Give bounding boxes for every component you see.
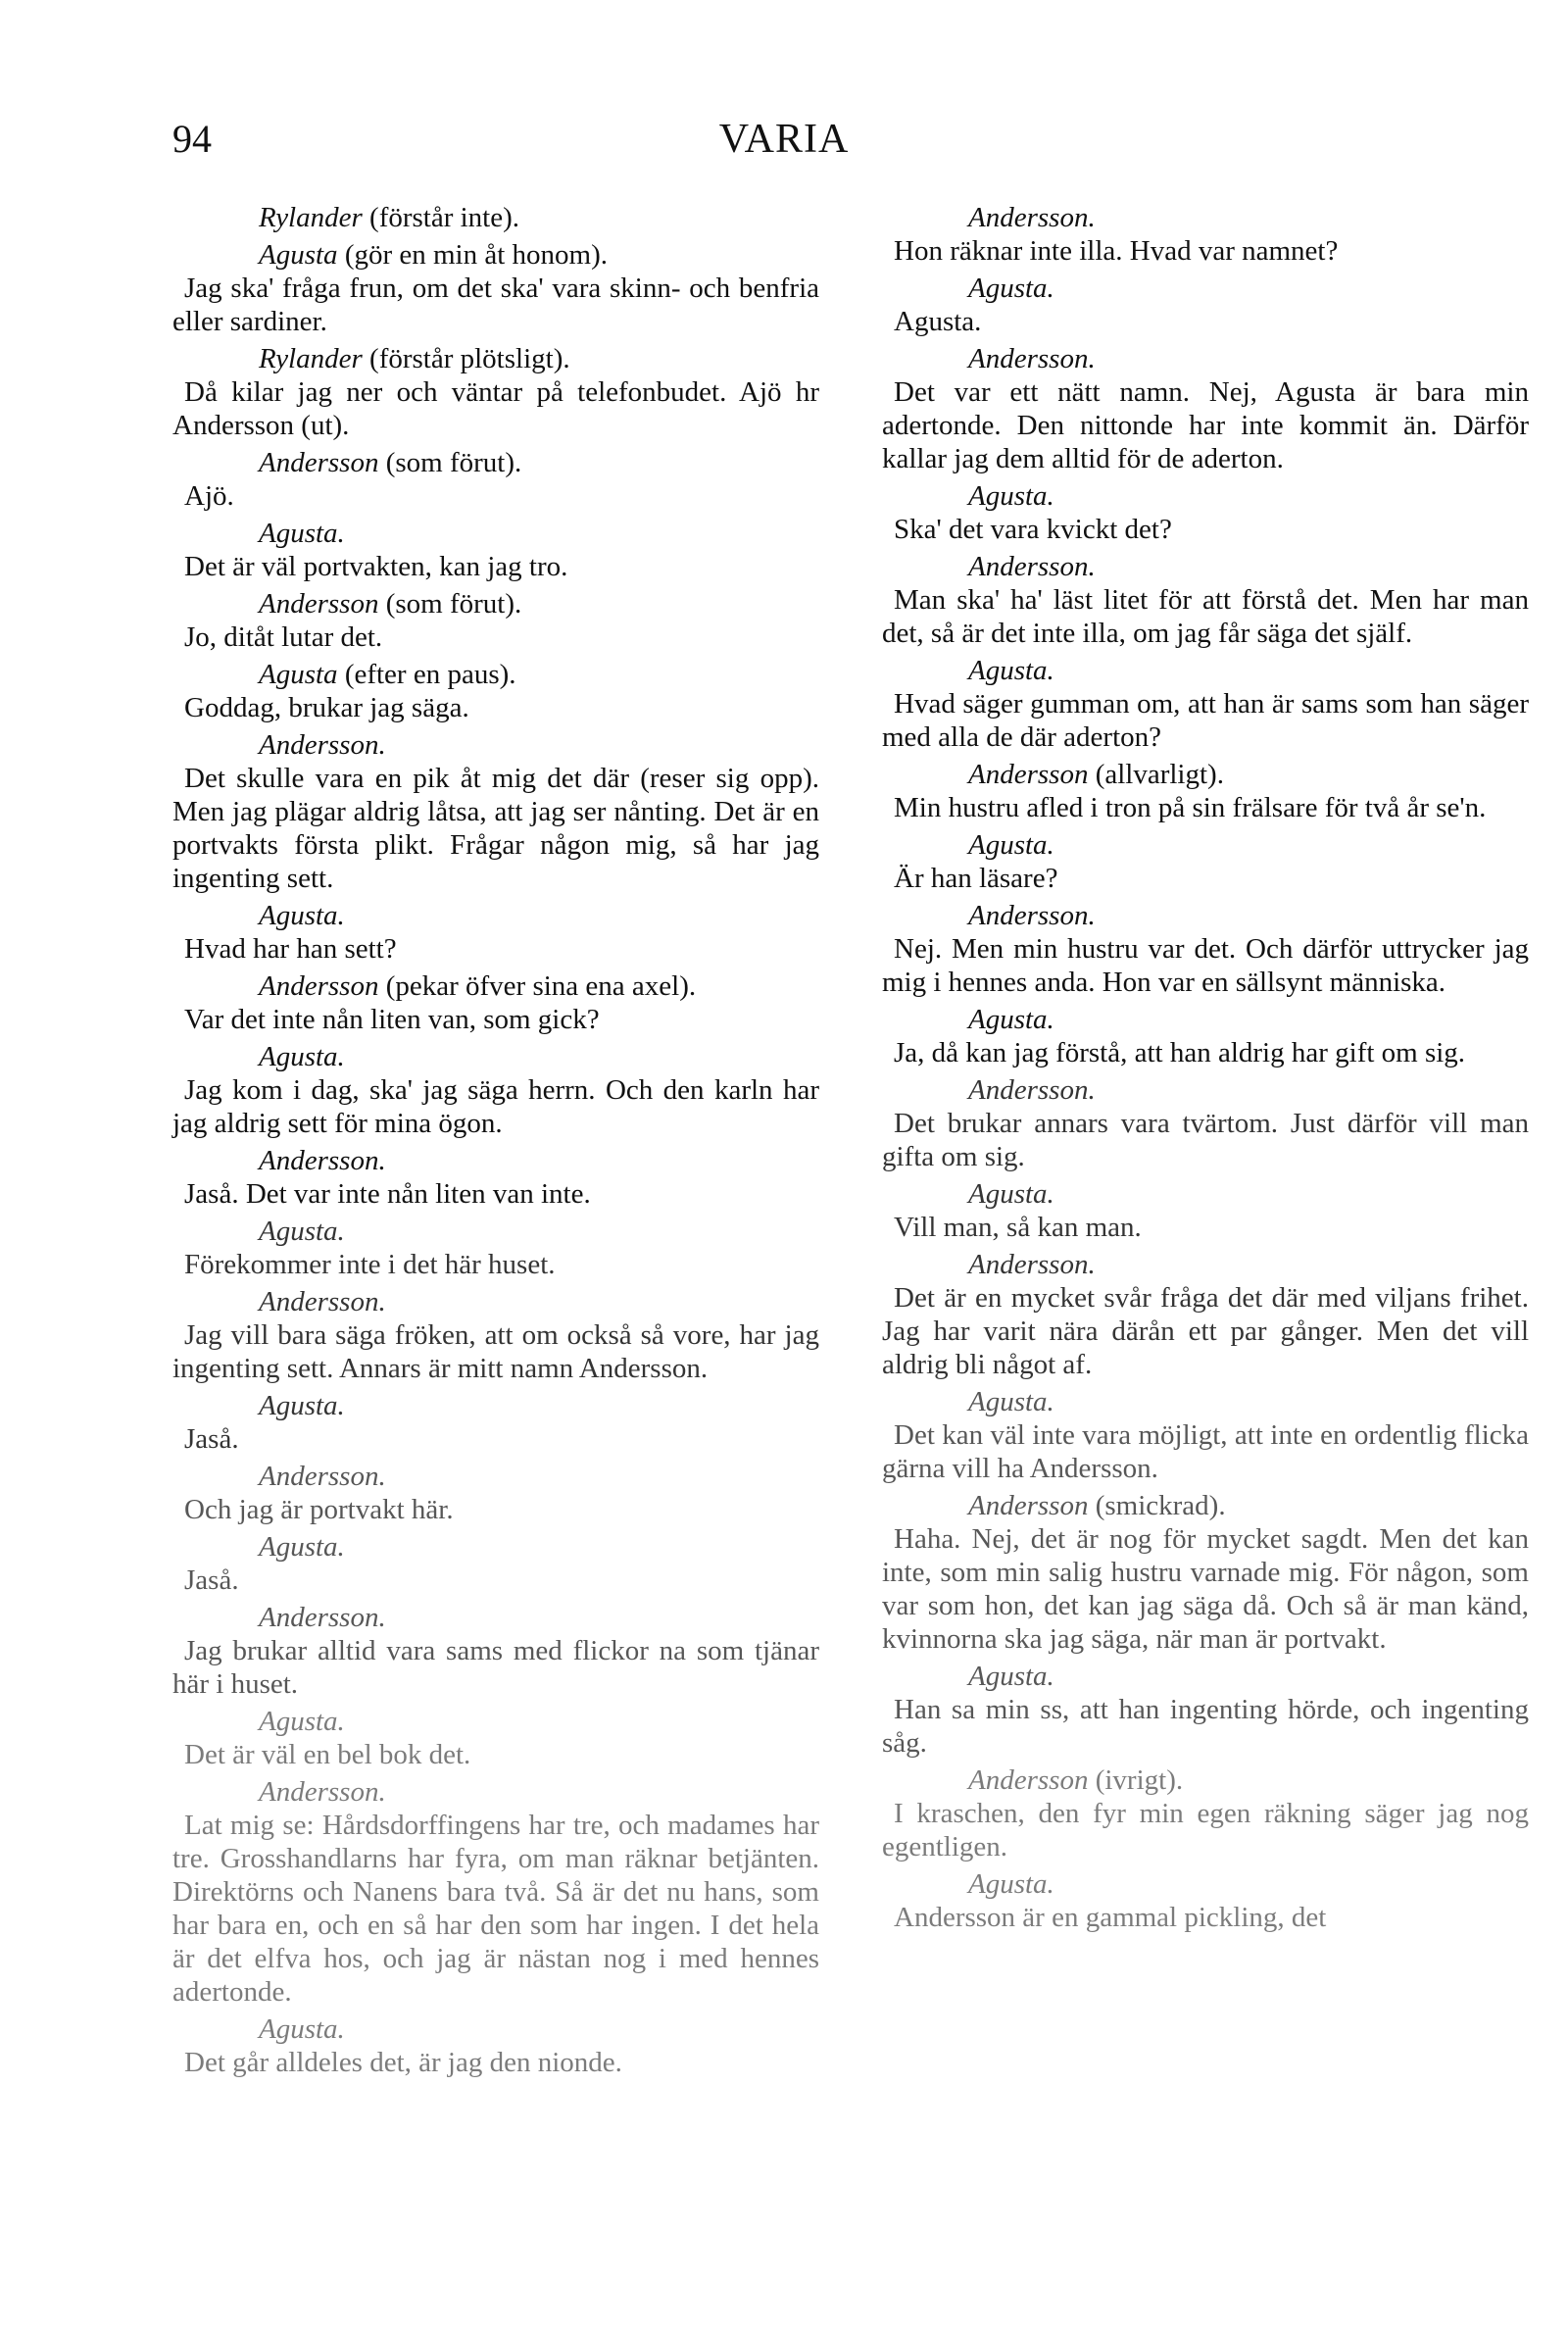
speech-text: Då kilar jag ner och väntar på telefonbudet. Ajö hr Andersson (ut).: [172, 376, 819, 441]
speech-text: Hon räknar inte illa. Hvad var namnet?: [894, 235, 1339, 267]
dialogue-block: [882, 1073, 1529, 1173]
speech-text: Lat mig se: Hårdsdorffingens har tre, och madames har tre. Grosshandlarns har fyra, om man räknar betjänten. Direktörns och Nanens bara två. Så är det nu hans, som har bara en, och en så har den som har ingen. I det hela är det elfva hos, och jag är nästan nog i med hennes adertonde.: [172, 1810, 819, 2008]
speaker-label: Andersson.: [259, 729, 386, 761]
speaker-label: Andersson.: [968, 1249, 1096, 1280]
speech-text: Jo, ditåt lutar det.: [184, 621, 383, 653]
dialogue-block: [172, 238, 819, 338]
speaker-name: [172, 728, 819, 762]
page-header: [0, 116, 1568, 174]
dialogue-block: [172, 1040, 819, 1140]
speech-text: Jaså.: [184, 1564, 239, 1596]
dialogue-block: [172, 2012, 819, 2079]
speaker-label: Agusta.: [968, 273, 1054, 304]
speaker-name: [882, 1003, 1529, 1036]
dialogue-block: [882, 1248, 1529, 1381]
speech-text: Det skulle vara en pik åt mig det där (reser sig opp). Men jag plägar aldrig låtsa, att jag ser nånting. Det är en portvakts första plikt. Frågar någon mig, så har jag ingenting sett.: [172, 763, 819, 894]
speaker-name: [882, 201, 1529, 234]
speaker-name: [172, 1285, 819, 1318]
dialogue-block: [882, 758, 1529, 824]
speaker-name: [172, 1601, 819, 1634]
speech-text: Haha. Nej, det är nog för mycket sagdt. Men det kan inte, som min salig hustru varnade mig. För någon, som var som hon, det kan jag säga då. Och så är man känd, kvinnorna ska jag säga, när man är portvakt.: [882, 1523, 1529, 1655]
speaker-name: [882, 1248, 1529, 1281]
speech-text: Goddag, brukar jag säga.: [184, 692, 469, 723]
speaker-name: [882, 1385, 1529, 1418]
dialogue-block: [172, 1144, 819, 1211]
speaker-label: Agusta.: [968, 1386, 1054, 1417]
dialogue-block: [172, 1705, 819, 1771]
dialogue-block: [882, 828, 1529, 895]
speech-text: Det går alldeles det, är jag den nionde.: [184, 2047, 622, 2078]
speaker-name: [172, 1705, 819, 1738]
speech-text: I kraschen, den fyr min egen räkning säger jag nog egentligen.: [882, 1798, 1529, 1862]
dialogue-block: [882, 1763, 1529, 1863]
speaker-name: [882, 1177, 1529, 1211]
speech-text: Man ska' ha' läst litet för att förstå det. Men har man det, så är det inte illa, om jag får säga det själf.: [882, 584, 1529, 649]
dialogue-block: [172, 1285, 819, 1385]
speaker-name: [172, 201, 819, 234]
speech-text: Är han läsare?: [894, 863, 1058, 894]
speaker-name: [172, 446, 819, 479]
speech-text: Vill man, så kan man.: [894, 1212, 1142, 1243]
speaker-label: Andersson.: [259, 1286, 386, 1317]
speech-text: Agusta.: [894, 306, 982, 337]
speaker-name: [172, 1389, 819, 1422]
speaker-label: Andersson: [968, 1764, 1089, 1796]
speech-text: Ja, då kan jag förstå, att han aldrig har gift om sig.: [894, 1037, 1466, 1068]
dialogue-block: [172, 969, 819, 1036]
stage-direction: (smickrad).: [1088, 1490, 1226, 1521]
speaker-label: Andersson.: [259, 1602, 386, 1633]
speech-text: Var det inte nån liten van, som gick?: [184, 1004, 600, 1035]
speech-text: Det är väl portvakten, kan jag tro.: [184, 551, 568, 582]
dialogue-block: [882, 342, 1529, 475]
dialogue-block: [882, 1385, 1529, 1485]
speech-text: Min hustru afled i tron på sin frälsare för två år se'n.: [894, 792, 1487, 823]
speech-text: Jag vill bara säga fröken, att om också så vore, har jag ingenting sett. Annars är mitt namn Andersson.: [172, 1319, 819, 1384]
speaker-label: Andersson.: [259, 1461, 386, 1492]
speech-text: Han sa min ss, att han ingenting hörde, och ingenting såg.: [882, 1694, 1529, 1759]
speaker-label: Rylander: [259, 343, 363, 374]
dialogue-block: [172, 1775, 819, 2009]
speech-text: Och jag är portvakt här.: [184, 1494, 454, 1525]
speaker-label: Agusta.: [259, 2013, 345, 2045]
dialogue-block: [882, 201, 1529, 268]
speaker-label: Andersson.: [259, 1145, 386, 1176]
speech-text: Jag kom i dag, ska' jag säga herrn. Och den karln har jag aldrig sett för mina ögon.: [172, 1074, 819, 1139]
dialogue-block: [882, 899, 1529, 999]
speech-text: Hvad säger gumman om, att han är sams som han säger med alla de där aderton?: [882, 688, 1529, 753]
stage-direction: (allvarligt).: [1088, 759, 1224, 790]
dialogue-block: [882, 479, 1529, 546]
stage-direction: (som förut).: [378, 588, 522, 620]
page-number: 94: [172, 117, 212, 161]
speaker-name: [882, 1660, 1529, 1693]
speaker-name: [172, 1215, 819, 1248]
stage-direction: (förstår inte).: [362, 202, 520, 233]
speaker-label: Agusta: [259, 239, 338, 271]
speaker-name: [882, 899, 1529, 932]
speaker-label: Andersson.: [259, 1776, 386, 1808]
speech-text: Hvad har han sett?: [184, 933, 397, 965]
speaker-label: Andersson.: [968, 1074, 1096, 1106]
speaker-label: Agusta.: [968, 1178, 1054, 1210]
running-head: VARIA: [718, 117, 850, 162]
speech-text: Ajö.: [184, 480, 234, 512]
speech-text: Jag ska' fråga frun, om det ska' vara skinn- och benfria eller sardiner.: [172, 273, 819, 337]
dialogue-block: [882, 1003, 1529, 1069]
speaker-name: [172, 2012, 819, 2046]
speaker-name: [882, 828, 1529, 862]
speaker-name: [172, 517, 819, 550]
speaker-label: Agusta.: [968, 480, 1054, 512]
dialogue-block: [172, 201, 819, 234]
right-column: [882, 201, 1529, 1938]
dialogue-block: [172, 1530, 819, 1597]
speaker-name: [172, 1144, 819, 1177]
speaker-label: Andersson.: [968, 900, 1096, 931]
dialogue-block: [172, 1215, 819, 1281]
stage-direction: (efter en paus).: [337, 659, 516, 690]
dialogue-block: [172, 587, 819, 654]
speech-text: Nej. Men min hustru var det. Och därför uttrycker jag mig i hennes anda. Hon var en sällsynt människa.: [882, 933, 1529, 998]
speech-text: Det är väl en bel bok det.: [184, 1739, 471, 1770]
speaker-label: Rylander: [259, 202, 363, 233]
speaker-label: Agusta.: [968, 655, 1054, 686]
speaker-name: [882, 342, 1529, 375]
speaker-name: [172, 342, 819, 375]
speaker-name: [172, 1040, 819, 1073]
speaker-name: [882, 479, 1529, 513]
speaker-name: [882, 1073, 1529, 1107]
dialogue-block: [172, 517, 819, 583]
dialogue-block: [882, 550, 1529, 650]
speaker-label: Agusta.: [259, 900, 345, 931]
dialogue-block: [172, 446, 819, 513]
dialogue-block: [882, 1177, 1529, 1244]
stage-direction: (ivrigt).: [1088, 1764, 1184, 1796]
stage-direction: (pekar öfver sina ena axel).: [378, 970, 697, 1002]
speaker-name: [172, 238, 819, 272]
speaker-name: [882, 550, 1529, 583]
speaker-label: Agusta.: [259, 1706, 345, 1737]
speaker-label: Andersson.: [968, 551, 1096, 582]
speech-text: Ska' det vara kvickt det?: [894, 514, 1172, 545]
speaker-name: [172, 1460, 819, 1493]
dialogue-block: [882, 1660, 1529, 1760]
speaker-label: Andersson.: [968, 343, 1096, 374]
speaker-label: Agusta.: [259, 1531, 345, 1563]
speech-text: Jaså.: [184, 1423, 239, 1455]
speaker-name: [882, 1763, 1529, 1797]
dialogue-block: [172, 728, 819, 895]
speaker-label: Agusta.: [968, 1004, 1054, 1035]
speaker-name: [882, 654, 1529, 687]
speech-text: Det var ett nätt namn. Nej, Agusta är bara min adertonde. Den nittonde har inte kommit än. Därför kallar jag dem alltid för de aderton.: [882, 376, 1529, 474]
speaker-label: Andersson: [259, 588, 379, 620]
speaker-name: [882, 1489, 1529, 1522]
speech-text: Jaså. Det var inte nån liten van inte.: [184, 1178, 591, 1210]
dialogue-block: [172, 342, 819, 442]
speaker-label: Andersson: [259, 447, 379, 478]
speech-text: Andersson är en gammal pickling, det: [894, 1902, 1327, 1933]
dialogue-block: [172, 1460, 819, 1526]
speech-text: Det brukar annars vara tvärtom. Just därför vill man gifta om sig.: [882, 1108, 1529, 1172]
speech-text: Det är en mycket svår fråga det där med viljans frihet. Jag har varit nära därån ett par gånger. Men det vill aldrig bli något af.: [882, 1282, 1529, 1380]
speaker-name: [172, 1775, 819, 1809]
dialogue-block: [172, 1601, 819, 1701]
speaker-label: Agusta.: [259, 1390, 345, 1421]
speaker-label: Agusta.: [968, 1868, 1054, 1900]
speaker-name: [172, 969, 819, 1003]
dialogue-block: [882, 272, 1529, 338]
stage-direction: (förstår plötsligt).: [362, 343, 570, 374]
left-column: [172, 201, 819, 2083]
speaker-label: Agusta.: [259, 1216, 345, 1247]
stage-direction: (gör en min åt honom).: [337, 239, 609, 271]
dialogue-block: [882, 1867, 1529, 1934]
speaker-name: [882, 758, 1529, 791]
speaker-label: Andersson: [968, 1490, 1089, 1521]
dialogue-block: [172, 658, 819, 724]
speaker-name: [882, 272, 1529, 305]
dialogue-block: [172, 1389, 819, 1456]
dialogue-block: [172, 899, 819, 966]
speaker-label: Agusta.: [259, 518, 345, 549]
speech-text: Det kan väl inte vara möjligt, att inte en ordentlig flicka gärna vill ha Andersson.: [882, 1419, 1529, 1484]
speaker-name: [172, 587, 819, 621]
speaker-label: Agusta: [259, 659, 338, 690]
speaker-label: Andersson.: [968, 202, 1096, 233]
speaker-name: [172, 899, 819, 932]
speaker-label: Agusta.: [968, 1661, 1054, 1692]
speaker-name: [172, 1530, 819, 1564]
stage-direction: (som förut).: [378, 447, 522, 478]
speaker-name: [882, 1867, 1529, 1901]
speaker-label: Andersson: [259, 970, 379, 1002]
speech-text: Förekommer inte i det här huset.: [184, 1249, 556, 1280]
speaker-label: Andersson: [968, 759, 1089, 790]
dialogue-block: [882, 1489, 1529, 1656]
speaker-name: [172, 658, 819, 691]
speech-text: Jag brukar alltid vara sams med flickor na som tjänar här i huset.: [172, 1635, 819, 1700]
dialogue-block: [882, 654, 1529, 754]
speaker-label: Agusta.: [259, 1041, 345, 1072]
speaker-label: Agusta.: [968, 829, 1054, 861]
